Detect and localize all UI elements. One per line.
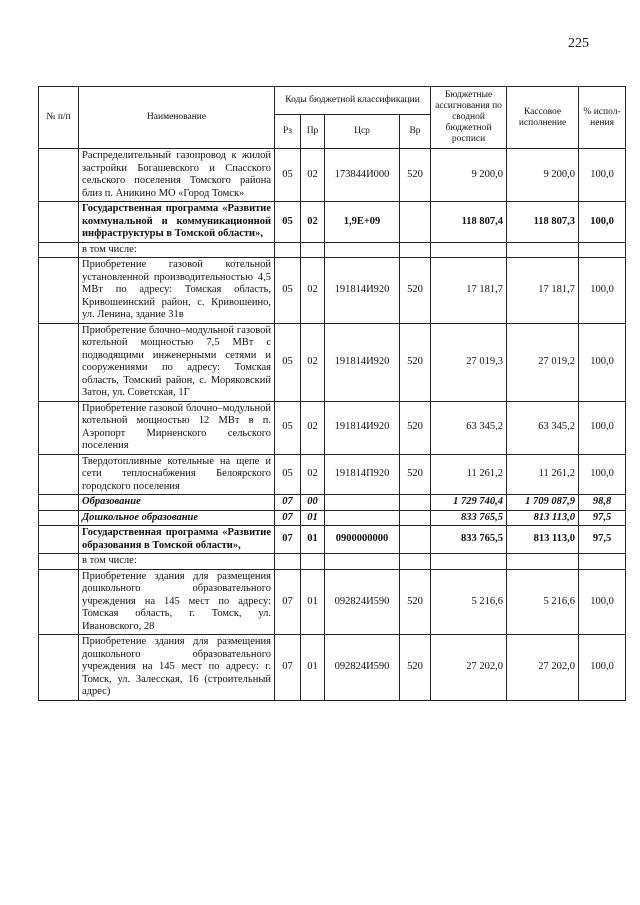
cell-name: Приобретение газовой котельной установленной производительностью 4,5 МВт по адресу: Томская область, Кривошеинский район, с. Кривошеино, ул. Ленина, здание 31в: [79, 258, 275, 324]
cell-rz: 07: [275, 526, 301, 554]
cell-cash: 27 202,0: [507, 635, 579, 701]
cell-csr: 173844И000: [325, 149, 400, 202]
table-row: [39, 323, 626, 401]
cell-percent: 100,0: [579, 149, 626, 202]
cell-vr: 520: [400, 149, 431, 202]
cell-cash: 27 019,2: [507, 323, 579, 401]
cell-rz: [275, 242, 301, 258]
cell-percent: 100,0: [579, 202, 626, 243]
cell-percent: 100,0: [579, 401, 626, 454]
cell-assignments: 5 216,6: [431, 569, 507, 635]
cell-pr: 01: [301, 510, 325, 526]
cell-percent: 100,0: [579, 569, 626, 635]
cell-pr: 01: [301, 635, 325, 701]
table-row: [39, 635, 626, 701]
cell-csr: 191814И920: [325, 258, 400, 324]
cell-pr: 02: [301, 454, 325, 495]
table-row: [39, 454, 626, 495]
cell-rz: [275, 554, 301, 570]
cell-pr: 02: [301, 401, 325, 454]
cell-num: [39, 510, 79, 526]
cell-cash: 813 113,0: [507, 526, 579, 554]
cell-rz: 07: [275, 510, 301, 526]
cell-name: Приобретение блочно–модульной газовой котельной мощностью 7,5 МВт с подводящими инженерными сетями и сооружениями по адресу: Томская область, Томский район, с. Моряковский Затон, ул. Советская, 1Г: [79, 323, 275, 401]
cell-pr: [301, 242, 325, 258]
cell-pr: 00: [301, 495, 325, 511]
cell-rz: 05: [275, 401, 301, 454]
cell-csr: [325, 510, 400, 526]
table-row: [39, 510, 626, 526]
header-num: № п/п: [39, 87, 79, 149]
cell-csr: 1,9E+09: [325, 202, 400, 243]
cell-rz: 05: [275, 258, 301, 324]
cell-name: Распределительный газопровод к жилой застройки Богашевского и Спасского сельского поселения Томского района близ п. Аникино МО «Город Томск»: [79, 149, 275, 202]
cell-pr: 02: [301, 202, 325, 243]
cell-vr: 520: [400, 454, 431, 495]
cell-num: [39, 554, 79, 570]
cell-percent: 100,0: [579, 454, 626, 495]
header-pr: Пр: [301, 115, 325, 149]
cell-pr: 01: [301, 526, 325, 554]
cell-cash: [507, 242, 579, 258]
page-number: 225: [568, 36, 589, 51]
cell-csr: 191814И920: [325, 323, 400, 401]
cell-num: [39, 149, 79, 202]
cell-name: в том числе:: [79, 554, 275, 570]
cell-rz: 07: [275, 569, 301, 635]
cell-rz: 05: [275, 454, 301, 495]
cell-name: Приобретение газовой блочно–модульной котельной мощностью 12 МВт в п. Аэропорт Мирненского сельского поселения: [79, 401, 275, 454]
header-percent: % испол-нения: [579, 87, 626, 149]
header-csr: Цср: [325, 115, 400, 149]
cell-num: [39, 242, 79, 258]
cell-pr: 01: [301, 569, 325, 635]
budget-table: [38, 86, 626, 701]
cell-pr: 02: [301, 149, 325, 202]
cell-percent: 98,8: [579, 495, 626, 511]
cell-num: [39, 323, 79, 401]
cell-num: [39, 526, 79, 554]
cell-rz: 07: [275, 495, 301, 511]
cell-csr: 0900000000: [325, 526, 400, 554]
cell-num: [39, 401, 79, 454]
cell-cash: 63 345,2: [507, 401, 579, 454]
table-row: [39, 554, 626, 570]
cell-cash: 11 261,2: [507, 454, 579, 495]
cell-percent: 97,5: [579, 510, 626, 526]
cell-vr: [400, 526, 431, 554]
header-assignments: Бюджетные ассигнования по сводной бюджетной росписи: [431, 87, 507, 149]
cell-assignments: 63 345,2: [431, 401, 507, 454]
header-vr: Вр: [400, 115, 431, 149]
table-row: [39, 495, 626, 511]
cell-rz: 05: [275, 202, 301, 243]
cell-pr: 02: [301, 323, 325, 401]
cell-vr: [400, 495, 431, 511]
cell-csr: [325, 242, 400, 258]
header-name: Наименование: [79, 87, 275, 149]
table-row: [39, 401, 626, 454]
cell-name: Государственная программа «Развитие коммунальной и коммуникационной инфраструктуры в Томской области»,: [79, 202, 275, 243]
cell-csr: 191814И920: [325, 401, 400, 454]
cell-percent: [579, 554, 626, 570]
table-row: [39, 569, 626, 635]
cell-vr: [400, 510, 431, 526]
cell-csr: 191814П920: [325, 454, 400, 495]
cell-pr: [301, 554, 325, 570]
cell-num: [39, 454, 79, 495]
cell-rz: 07: [275, 635, 301, 701]
cell-percent: 100,0: [579, 258, 626, 324]
cell-num: [39, 202, 79, 243]
cell-num: [39, 635, 79, 701]
cell-num: [39, 258, 79, 324]
cell-cash: 1 709 087,9: [507, 495, 579, 511]
header-codes: Коды бюджетной классификации: [275, 87, 431, 115]
cell-vr: 520: [400, 258, 431, 324]
cell-vr: [400, 242, 431, 258]
cell-name: в том числе:: [79, 242, 275, 258]
cell-name: Дошкольное образование: [79, 510, 275, 526]
cell-rz: 05: [275, 323, 301, 401]
cell-csr: 092824И590: [325, 569, 400, 635]
table-row: [39, 149, 626, 202]
cell-percent: 97,5: [579, 526, 626, 554]
cell-percent: 100,0: [579, 635, 626, 701]
cell-assignments: 17 181,7: [431, 258, 507, 324]
cell-num: [39, 569, 79, 635]
cell-cash: 9 200,0: [507, 149, 579, 202]
cell-name: Образование: [79, 495, 275, 511]
cell-name: Приобретение здания для размещения дошкольного образовательного учреждения на 145 мест по адресу: Томская область, г. Томск, ул. Ивановского, 28: [79, 569, 275, 635]
header-cash: Кассовое исполнение: [507, 87, 579, 149]
cell-assignments: [431, 242, 507, 258]
cell-assignments: 833 765,5: [431, 510, 507, 526]
cell-assignments: 27 019,3: [431, 323, 507, 401]
cell-cash: [507, 554, 579, 570]
cell-rz: 05: [275, 149, 301, 202]
cell-name: Твердотопливные котельные на щепе и сети теплоснабжения Белоярского городского поселения: [79, 454, 275, 495]
cell-cash: 17 181,7: [507, 258, 579, 324]
cell-vr: 520: [400, 569, 431, 635]
cell-cash: 118 807,3: [507, 202, 579, 243]
cell-csr: [325, 554, 400, 570]
cell-assignments: 11 261,2: [431, 454, 507, 495]
cell-name: Приобретение здания для размещения дошкольного образовательного учреждения на 145 мест по адресу: г. Томск, ул. Залесская, 16 (строительный адрес): [79, 635, 275, 701]
cell-cash: 5 216,6: [507, 569, 579, 635]
cell-vr: 520: [400, 635, 431, 701]
cell-vr: 520: [400, 401, 431, 454]
cell-name: Государственная программа «Развитие образования в Томской области»,: [79, 526, 275, 554]
cell-assignments: 118 807,4: [431, 202, 507, 243]
cell-assignments: 27 202,0: [431, 635, 507, 701]
cell-assignments: 833 765,5: [431, 526, 507, 554]
cell-assignments: 9 200,0: [431, 149, 507, 202]
header-rz: Рз: [275, 115, 301, 149]
cell-vr: [400, 554, 431, 570]
cell-cash: 813 113,0: [507, 510, 579, 526]
table-row: [39, 202, 626, 243]
cell-percent: 100,0: [579, 323, 626, 401]
cell-csr: 092824И590: [325, 635, 400, 701]
cell-vr: 520: [400, 323, 431, 401]
cell-assignments: 1 729 740,4: [431, 495, 507, 511]
cell-percent: [579, 242, 626, 258]
cell-pr: 02: [301, 258, 325, 324]
cell-vr: [400, 202, 431, 243]
table-row: [39, 258, 626, 324]
table-row: [39, 242, 626, 258]
table-row: [39, 526, 626, 554]
cell-assignments: [431, 554, 507, 570]
cell-num: [39, 495, 79, 511]
cell-csr: [325, 495, 400, 511]
